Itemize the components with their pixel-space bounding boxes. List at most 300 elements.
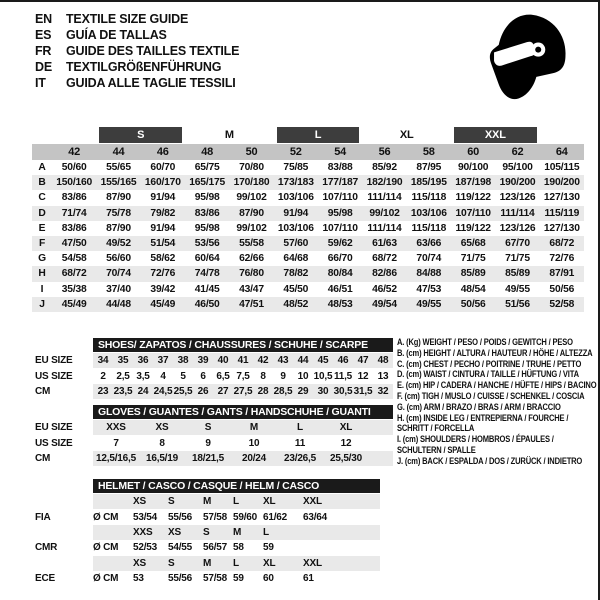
measurement-cell: 165/175 [189,177,226,189]
helmet-standard-label: FIA [35,511,51,523]
helmet-value: 59 [263,542,274,554]
helmet-row-spacer [35,556,93,571]
helmet-value: 56/57 [203,542,228,554]
shoes-value: 9 [280,370,286,382]
measurement-cell: 78/82 [283,268,309,280]
gloves-value: L [297,422,303,434]
measurement-row-d [32,206,584,221]
numeric-size: 54 [334,146,347,158]
measurement-cell: 115/118 [411,222,447,234]
measurement-cell: 39/42 [150,283,176,295]
helmet-size-label: XXS [133,526,153,538]
helmet-sizes-values [93,556,380,571]
shoes-value: 36 [137,355,149,367]
measurement-cell: 123/126 [499,222,536,234]
language-code: DE [35,60,52,74]
measurement-cell: 99/102 [236,192,267,204]
helmet-size-label: M [203,557,212,569]
numeric-size: 56 [378,146,391,158]
shoes-value: 29 [297,385,309,397]
legend-item: G. (cm) ARM / BRAZO / BRAS / ARM / BRACCIO [397,401,561,412]
helmet-rows [35,494,380,586]
helmet-size-label: XXL [303,496,322,508]
row-label: B [38,177,46,189]
measurement-cell: 103/106 [410,207,447,219]
shoes-value: 6 [200,370,206,382]
shoes-value: 23,5 [113,385,133,397]
apparel-size-table [32,126,584,312]
helmet-value: 61/62 [263,511,288,523]
shoes-value: 4 [160,370,166,382]
measurement-cell: 64/68 [283,253,309,265]
shoes-value: 8 [260,370,266,382]
measurement-legend-list [397,337,597,467]
measurement-cell: 53/56 [194,238,220,250]
shoes-value: 30,5 [333,385,353,397]
helmet-size-label: M [203,496,212,508]
size-group-row [32,126,584,144]
helmet-size-label: L [233,557,239,569]
gloves-value: XXS [106,422,126,434]
language-code: FR [35,44,52,58]
helmet-size-label: S [168,496,175,508]
measurement-cell: 87/90 [106,222,131,234]
measurement-cell: 107/110 [455,207,491,219]
measurement-cell: 111/114 [367,192,402,204]
helmet-size-label: XS [133,557,146,569]
helmet-title: HELMET / CASCO / CASQUE / HELM / CASCO [93,479,380,493]
measurement-cell: 107/110 [322,192,358,204]
gloves-row-values [93,420,393,435]
gloves-value: 11 [294,437,306,449]
gloves-value: 8 [159,437,165,449]
gloves-value: XL [339,422,353,434]
shoes-row [35,353,393,368]
measurement-cell: 65/68 [460,238,486,250]
measurement-cell: 71/75 [505,253,530,265]
shoes-value: 5 [180,370,186,382]
shoes-value: 10,5 [313,370,333,382]
gloves-header-spacer [35,405,93,419]
gloves-row [35,435,393,450]
language-row [35,43,239,59]
shoes-value: 26 [197,385,209,397]
helmet-sizes-row-cmr [35,525,380,540]
measurement-cell: 99/102 [236,222,267,234]
numeric-size: 48 [201,146,214,158]
shoes-value: 34 [97,355,109,367]
shoes-value: 46 [337,355,349,367]
measurement-cell: 91/94 [150,222,176,234]
measurement-cell: 72/76 [150,268,176,280]
row-label: H [38,268,46,280]
measurement-cell: 68/72 [372,253,397,265]
measurement-cell: 74/78 [194,268,220,280]
helmet-size-label: XXL [303,557,322,569]
measurement-row-j [32,297,584,312]
helmet-size-label: XL [263,557,276,569]
numeric-size: 62 [511,146,524,158]
language-code: ES [35,28,52,42]
row-label: F [38,238,46,250]
legend-item: I. (cm) SHOULDERS / HOMBROS / ÉPAULES / SCHULTERN / SPALLE [397,434,554,455]
gloves-value: 20/24 [241,452,267,464]
measurement-cell: 55/58 [239,238,264,250]
shoes-row-label: CM [35,385,51,397]
language-title: GUIDA ALLE TAGLIE TESSILI [66,76,236,90]
measurement-cell: 87/95 [416,162,442,174]
measurement-cell: 71/74 [61,207,87,219]
shoes-value: 38 [177,355,189,367]
measurement-cell: 51/54 [150,238,176,250]
measurement-cell: 85/92 [372,162,397,174]
measurement-cell: 87/91 [549,268,575,280]
racing-helmet-icon [478,12,574,106]
shoes-value: 47 [357,355,369,367]
gloves-value: 23/26,5 [284,452,316,464]
helmet-value: 59/60 [233,511,258,523]
helmet-row-spacer [35,525,93,540]
numeric-size: 64 [555,146,568,158]
gloves-value: 18/21,5 [192,452,224,464]
shoes-value: 27 [217,385,229,397]
size-group-xl: XL [399,129,414,141]
shoes-value: 40 [217,355,229,367]
measurement-cell: 60/70 [150,162,176,174]
shoes-value: 39 [197,355,209,367]
helmet-size-label: S [168,557,175,569]
gloves-row [35,451,393,466]
numeric-size: 58 [422,146,435,158]
measurement-cell: 83/86 [61,192,87,204]
numeric-size: 44 [112,146,125,158]
measurement-cell: 99/102 [369,207,400,219]
helmet-size-label: L [233,496,239,508]
measurement-cell: 72/76 [549,253,575,265]
gloves-value: 10 [248,437,260,449]
measurement-cell: 111/114 [367,222,402,234]
shoes-value: 6,5 [216,370,230,382]
measurement-row-g [32,251,584,266]
language-row [35,27,239,43]
measurement-cell: 55/65 [106,162,131,174]
gloves-row-label: EU SIZE [35,422,73,434]
gloves-row-values [93,435,393,450]
gloves-row [35,420,393,435]
measurement-cell: 49/54 [372,298,397,310]
measurement-cell: 46/52 [372,283,397,295]
shoes-value: 42 [257,355,269,367]
measurement-row-e [32,221,584,236]
legend-item: B. (cm) HEIGHT / ALTURA / HAUTEUR / HÖHE / ALTEZZA [397,347,593,358]
measurement-cell: 87/90 [239,207,264,219]
shoes-row-values [93,384,393,399]
size-group-xxl: XXL [454,127,537,143]
measurement-cell: 95/100 [502,162,533,174]
measurement-cell: 50/56 [460,298,486,310]
language-title: TEXTILE SIZE GUIDE [66,12,189,26]
size-group-spacer [540,127,584,143]
helmet-standard-values [93,540,380,555]
shoes-value: 31,5 [353,385,373,397]
shoes-value: 32 [377,385,389,397]
shoes-value: 37 [157,355,169,367]
gloves-title: GLOVES / GUANTES / GANTS / HANDSCHUHE / GUANTI [93,405,393,419]
legend-item: E. (cm) HIP / CADERA / HANCHE / HÜFTE / HIPS / BACINO [397,380,597,391]
shoes-value: 3,5 [136,370,150,382]
helmet-standard-values [93,571,380,586]
helmet-values-row-fia [35,509,380,524]
measurement-cell: 155/165 [100,177,137,189]
gloves-value: 25,5/30 [330,452,362,464]
measurement-cell: 48/52 [283,298,309,310]
measurement-row-h [32,266,584,281]
measurement-cell: 56/60 [106,253,131,265]
measurement-cell: 182/190 [366,177,403,189]
shoes-value: 28,5 [273,385,293,397]
measurement-row-i [32,282,584,297]
measurement-cell: 119/122 [455,192,491,204]
measurement-cell: 48/54 [460,283,486,295]
language-title: GUÍA DE TALLAS [66,28,167,42]
numeric-size: 50 [245,146,258,158]
measurement-cell: 59/62 [327,238,353,250]
helmet-size-label: XS [133,496,146,508]
shoes-value: 35 [117,355,129,367]
helmet-value: 63/64 [303,511,328,523]
helmet-unit-label: Ø CM [93,511,119,523]
gloves-value: XS [155,422,169,434]
shoes-value: 48 [377,355,389,367]
row-label: D [38,207,46,219]
helmet-value: 57/58 [203,573,228,585]
numeric-size: 46 [156,146,169,158]
shoes-value: 10 [297,370,309,382]
measurement-cell: 107/110 [322,222,358,234]
measurement-cell: 50/56 [549,283,575,295]
measurement-cell: 190/200 [499,177,536,189]
numeric-size: 52 [289,146,302,158]
row-label: C [38,192,46,204]
helmet-value: 58 [233,542,244,554]
measurement-cell: 46/50 [194,298,220,310]
measurement-cell: 170/180 [233,177,270,189]
shoes-row [35,384,393,399]
shoes-rows [35,353,393,399]
gloves-value: M [249,422,259,434]
measurement-cell: 75/78 [106,207,131,219]
shoes-header-spacer [35,338,93,352]
helmet-values-row-cmr [35,540,380,555]
helmet-unit-label: Ø CM [93,542,119,554]
measurement-cell: 70/74 [106,268,131,280]
measurement-cell: 103/106 [277,192,314,204]
size-group-l: L [277,127,360,143]
measurement-cell: 105/115 [544,162,580,174]
helmet-size-label: L [263,526,269,538]
row-label: E [38,222,46,234]
row-label: G [38,253,46,265]
measurement-cell: 87/90 [106,192,131,204]
numeric-size-row [32,144,584,160]
shoes-row [35,368,393,383]
measurement-cell: 67/70 [505,238,530,250]
measurement-cell: 41/45 [194,283,220,295]
gloves-value: 7 [113,437,119,449]
gloves-row-label: CM [35,452,51,464]
shoes-value: 43 [277,355,289,367]
measurement-cell: 65/75 [194,162,220,174]
shoes-value: 28 [257,385,269,397]
legend-item: H. (cm) INSIDE LEG / ENTREPIERNA / FOURCHE / SCHRITT / FORCELLA [397,412,569,434]
gloves-value: 12 [340,437,352,449]
language-row [35,75,239,91]
language-code: IT [35,76,46,90]
measurement-cell: 70/74 [416,253,442,265]
measurement-cell: 62/66 [239,253,264,265]
helmet-sizes-values [93,525,380,540]
gloves-row-values [93,451,393,466]
helmet-value: 52/53 [133,542,158,554]
measurement-cell: 187/198 [455,177,492,189]
shoes-value: 13 [377,370,389,382]
helmet-size-label: S [203,526,210,538]
legend-item: D. (cm) WAIST / CINTURA / TAILLE / HÜFTUNG / VITA [397,369,579,380]
language-title: TEXTILGRÖßENFÜHRUNG [66,60,222,74]
measurement-cell: 91/94 [283,207,309,219]
shoes-value: 27,5 [233,385,253,397]
measurement-cell: 79/82 [150,207,176,219]
helmet-value: 53/54 [133,511,158,523]
helmet-value: 60 [263,573,274,585]
measurement-cell: 185/195 [410,177,447,189]
helmet-header-spacer [35,479,93,493]
measurement-cell: 57/60 [283,238,309,250]
measurement-cell: 60/64 [194,253,220,265]
measurement-cell: 44/48 [106,298,131,310]
measurement-cell: 47/51 [239,298,264,310]
helmet-value: 53 [133,573,144,585]
measurement-cell: 68/72 [549,238,575,250]
measurement-cell: 160/170 [144,177,181,189]
measurement-cell: 45/50 [283,283,309,295]
shoes-value: 12 [357,370,369,382]
measurement-cell: 85/89 [505,268,530,280]
row-label: I [40,283,44,295]
gloves-header [35,405,393,419]
measurement-cell: 90/100 [458,162,489,174]
measurement-cell: 177/187 [322,177,359,189]
measurement-cell: 54/58 [61,253,87,265]
measurement-cell: 49/55 [416,298,442,310]
gloves-row-label: US SIZE [35,437,73,449]
gloves-value: 9 [205,437,211,449]
row-label: J [39,298,45,310]
measurement-cell: 50/60 [61,162,87,174]
measurement-cell: 45/49 [61,298,87,310]
shoes-row-label: EU SIZE [35,355,73,367]
measurement-row-f [32,236,584,251]
row-label: A [38,162,46,174]
legend-item: F. (cm) TIGH / MUSLO / CUISSE / SCHENKEL / COSCIA [397,390,585,401]
measurement-cell: 123/126 [499,192,536,204]
measurement-cell: 71/75 [460,253,486,265]
language-row [35,59,239,75]
helmet-value: 55/56 [168,511,193,523]
helmet-value: 59 [233,573,244,585]
shoes-row-values [93,353,393,368]
measurement-cell: 48/53 [327,298,353,310]
shoes-value: 11,5 [333,370,353,382]
measurement-cell: 190/200 [543,177,580,189]
measurement-cell: 115/119 [544,207,580,219]
helmet-size-table [35,479,380,586]
gloves-rows [35,420,393,466]
measurement-cell: 127/130 [543,192,580,204]
measurement-cell: 49/55 [505,283,530,295]
helmet-sizes-values [93,494,380,509]
measurement-cell: 70/80 [239,162,264,174]
measurement-cell: 63/66 [416,238,442,250]
gloves-size-table [35,405,393,466]
measurement-cell: 95/98 [194,192,220,204]
measurement-cell: 68/72 [61,268,87,280]
gloves-value: S [204,422,212,434]
measurement-cell: 58/62 [150,253,176,265]
helmet-sizes-row-fia [35,494,380,509]
measurement-cell: 82/86 [372,268,397,280]
measurement-row-c [32,190,584,205]
measurement-cell: 103/106 [277,222,314,234]
helmet-size-label: M [233,526,242,538]
size-group-spacer [52,127,96,143]
legend-item: A. (Kg) WEIGHT / PESO / POIDS / GEWITCH / PESO [397,337,573,347]
measurement-cell: 76/80 [239,268,264,280]
helmet-unit-label: Ø CM [93,573,119,585]
measurement-cell: 119/122 [455,222,491,234]
helmet-header [35,479,380,493]
shoes-value: 7,5 [236,370,250,382]
helmet-value: 57/58 [203,511,228,523]
shoes-title: SHOES/ ZAPATOS / CHAUSSURES / SCHUHE / SCARPE [93,338,393,352]
numeric-size: 60 [467,146,480,158]
measurement-cell: 95/98 [194,222,220,234]
measurement-cell: 46/51 [327,283,353,295]
measurement-cell: 111/114 [500,207,535,219]
measurement-cell: 115/118 [411,192,447,204]
helmet-standard-label: CMR [35,542,58,554]
shoes-value: 24,5 [153,385,173,397]
shoes-row-label: US SIZE [35,370,73,382]
shoes-value: 30 [317,385,329,397]
gloves-value: 16,5/19 [146,452,178,464]
measurement-cell: 150/160 [56,177,93,189]
measurement-cell: 85/89 [460,268,486,280]
shoes-value: 23 [97,385,109,397]
shoes-row-values [93,368,393,383]
language-code: EN [35,12,52,26]
shoes-size-table [35,338,393,399]
measurement-cell: 61/63 [372,238,397,250]
measurement-cell: 49/52 [106,238,131,250]
helmet-value: 55/56 [168,573,193,585]
gloves-value: 12,5/16,5 [96,452,136,464]
language-title: GUIDE DES TAILLES TEXTILE [66,44,240,58]
shoes-value: 44 [297,355,309,367]
shoes-header [35,338,393,352]
measurement-cell: 91/94 [150,192,176,204]
measurement-cell: 45/49 [150,298,176,310]
